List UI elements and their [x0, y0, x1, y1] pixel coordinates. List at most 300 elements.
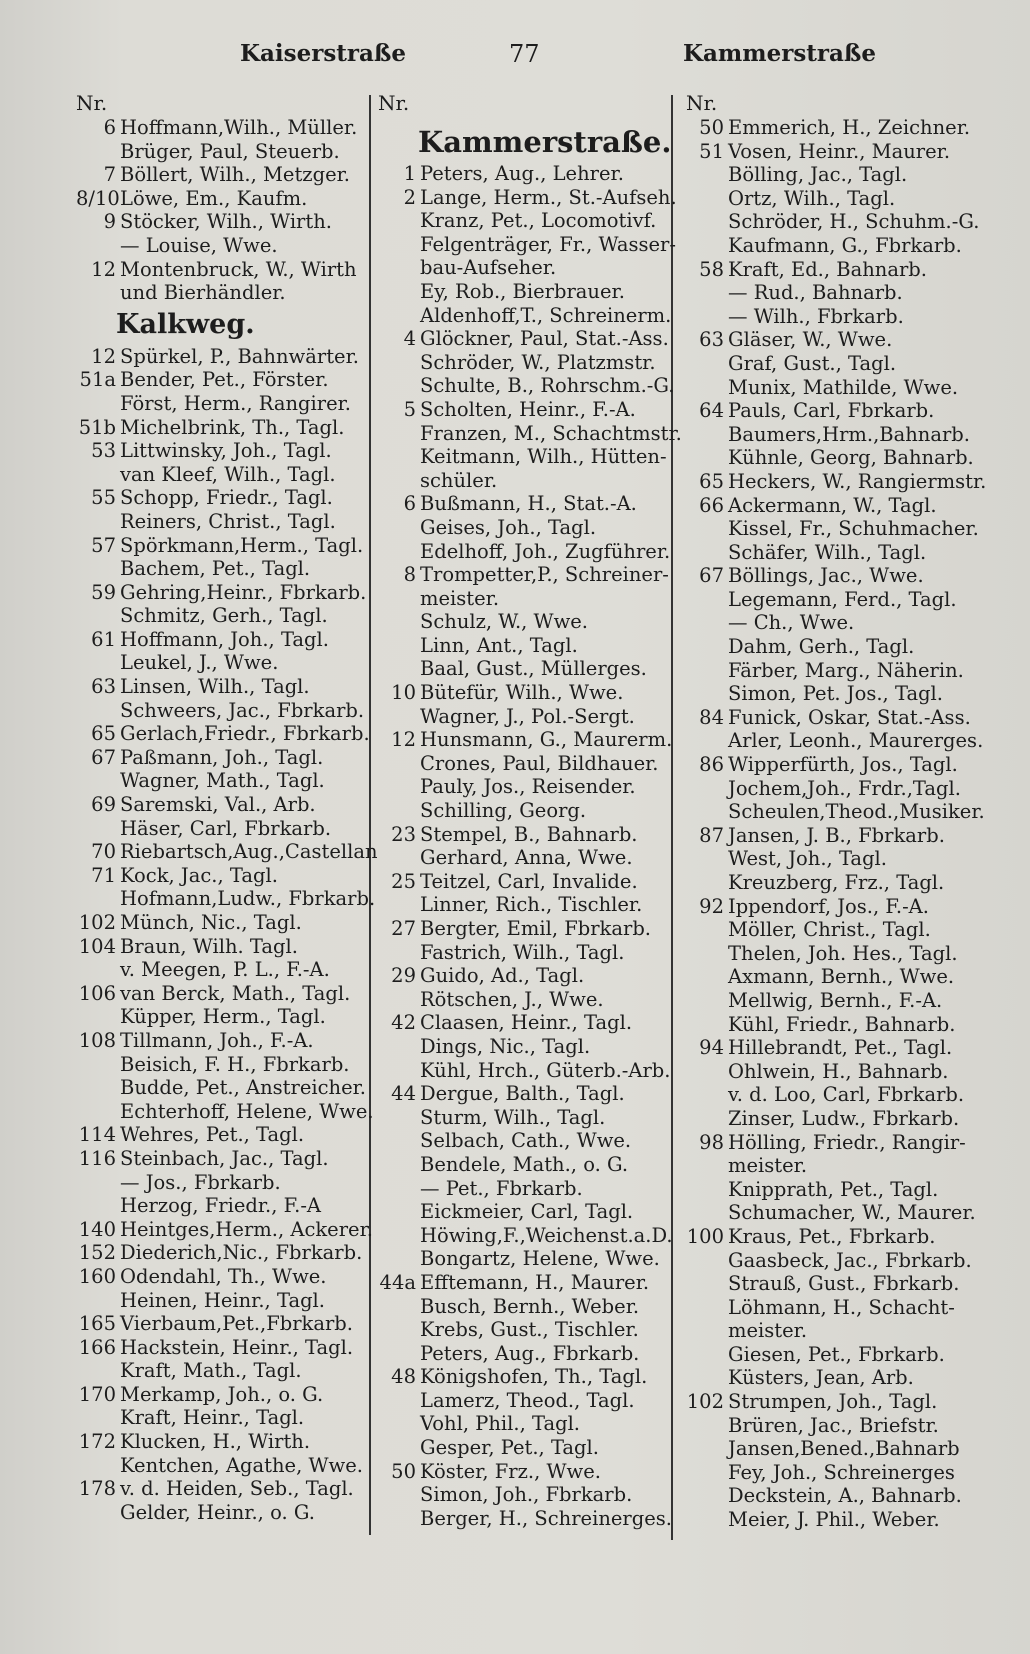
directory-entry [76, 1053, 366, 1077]
directory-entry [76, 1454, 366, 1478]
street-heading: Kammerstraße. [418, 125, 672, 159]
directory-entry [378, 1483, 668, 1507]
house-number [76, 1171, 120, 1195]
house-number: 172 [78, 1430, 116, 1454]
resident-entry: Meier, J. Phil., Weber. [728, 1508, 940, 1532]
resident-entry: Münch, Nic., Tagl. [120, 911, 302, 934]
resident-entry: Fastrich, Wilh., Tagl. [420, 940, 625, 964]
directory-entry [76, 675, 366, 699]
house-number [378, 1318, 420, 1342]
directory-entry [76, 1005, 366, 1029]
house-number [686, 1178, 728, 1202]
house-number [686, 989, 728, 1013]
resident-entry: Geises, Joh., Tagl. [420, 515, 597, 539]
directory-entry [76, 1076, 366, 1100]
resident-entry: Kraft, Math., Tagl. [120, 1359, 302, 1383]
directory-entry [76, 486, 366, 510]
directory-entry [686, 1013, 986, 1037]
house-number [76, 604, 120, 628]
house-number: 94 [699, 1036, 724, 1060]
directory-entry [378, 563, 668, 587]
house-number [76, 1359, 120, 1383]
house-number [686, 1083, 728, 1107]
resident-entry: Deckstein, A., Bahnarb. [728, 1484, 962, 1508]
house-number: 69 [91, 793, 116, 817]
resident-entry: Efftemann, H., Maurer. [420, 1270, 650, 1294]
directory-entry [686, 1036, 986, 1060]
house-number [686, 682, 728, 706]
resident-entry: Braun, Wilh. Tagl. [120, 934, 298, 958]
directory-entry [76, 581, 366, 605]
house-number [76, 1194, 120, 1218]
house-number: 140 [78, 1217, 116, 1241]
resident-entry: Vierbaum,Pet.,Fbrkarb. [120, 1312, 353, 1336]
resident-entry: Reiners, Christ., Tagl. [120, 509, 336, 533]
directory-entry [378, 610, 668, 634]
directory-entry [686, 1461, 986, 1485]
directory-entry [76, 116, 366, 140]
house-number: 165 [78, 1312, 116, 1336]
resident-entry: Ackermann, W., Tagl. [728, 493, 937, 517]
directory-entry [686, 1060, 986, 1084]
resident-entry: Rötschen, J., Wwe. [420, 987, 604, 1011]
house-number: 7 [103, 163, 116, 187]
resident-entry: Stöcker, Wilh., Wirth. [120, 210, 332, 234]
directory-entry [76, 887, 376, 911]
house-number [76, 557, 120, 581]
directory-entry [686, 376, 986, 400]
directory-entry [686, 163, 986, 187]
house-number [76, 281, 120, 305]
directory-entry [76, 557, 366, 581]
house-number [686, 1201, 728, 1225]
resident-entry: Kraft, Heinr., Tagl. [120, 1406, 305, 1430]
resident-entry: Gerlach,Friedr., Fbrkarb. [120, 722, 370, 746]
directory-entry [686, 824, 986, 848]
house-number: 5 [403, 397, 416, 421]
directory-entry [378, 162, 668, 186]
resident-entry: Wehres, Pet., Tagl. [120, 1123, 305, 1147]
directory-entry [76, 1289, 366, 1313]
resident-entry: Kaufmann, G., Fbrkarb. [728, 233, 962, 257]
resident-entry: Zinser, Ludw., Fbrkarb. [728, 1106, 960, 1130]
resident-entry: Möller, Christ., Tagl. [728, 918, 931, 942]
running-header-right: Kammerstraße [683, 40, 877, 67]
directory-entry [378, 1106, 668, 1130]
house-number [686, 1508, 728, 1532]
house-number [378, 705, 420, 729]
house-number [686, 423, 728, 447]
directory-entry [378, 1295, 668, 1319]
directory-entry [76, 1430, 366, 1454]
directory-entry [378, 752, 668, 776]
house-number [378, 469, 420, 493]
house-number: 1 [403, 162, 416, 185]
directory-entry [686, 446, 986, 470]
directory-entry [378, 1129, 668, 1153]
resident-entry: meister. [728, 1154, 808, 1178]
directory-entry [76, 1029, 366, 1053]
directory-entry [378, 587, 668, 611]
house-number: 8/10 [76, 186, 120, 210]
house-number [378, 1412, 420, 1436]
house-number [378, 1247, 420, 1271]
resident-entry: Schopp, Friedr., Tagl. [120, 486, 333, 510]
house-number [378, 1129, 420, 1153]
house-number [686, 611, 728, 635]
house-number [686, 446, 728, 470]
directory-entry [378, 917, 668, 941]
house-number [76, 887, 120, 911]
directory-entry [378, 1082, 668, 1106]
directory-entry [686, 470, 986, 494]
directory-entry [76, 1501, 366, 1525]
resident-entry: Knipprath, Pet., Tagl. [728, 1177, 939, 1201]
house-number [686, 1154, 728, 1178]
house-number [686, 517, 728, 541]
resident-entry: Peters, Aug., Fbrkarb. [420, 1341, 640, 1365]
house-number [378, 587, 420, 611]
resident-entry: Bölling, Jac., Tagl. [728, 163, 908, 187]
resident-entry: Linsen, Wilh., Tagl. [120, 675, 310, 699]
directory-entry [378, 1177, 668, 1201]
directory-entry [686, 1154, 986, 1178]
resident-entry: Jansen,Bened.,Bahnarb [728, 1437, 960, 1461]
resident-entry: Klucken, H., Wirth. [120, 1430, 311, 1454]
house-number [686, 1484, 728, 1508]
resident-entry: Bender, Pet., Förster. [120, 368, 329, 392]
house-number: 166 [78, 1335, 116, 1359]
directory-entry [686, 423, 986, 447]
resident-entry: — Rud., Bahnarb. [728, 281, 903, 305]
house-number: 65 [699, 469, 724, 493]
directory-entry [686, 1225, 986, 1249]
resident-entry: Först, Herm., Rangirer. [120, 391, 351, 415]
directory-entry [76, 1217, 373, 1242]
resident-entry: Schumacher, W., Maurer. [728, 1201, 976, 1225]
house-number [686, 352, 728, 376]
directory-entry [378, 705, 668, 729]
house-number [686, 918, 728, 942]
directory-entry [686, 1131, 986, 1155]
directory-entry [378, 964, 668, 988]
street-heading: Kalkweg. [116, 308, 255, 340]
house-number: 59 [91, 580, 116, 604]
house-number [378, 1035, 420, 1059]
directory-entry [76, 1241, 366, 1265]
house-number: 25 [391, 869, 416, 893]
resident-entry: Küsters, Jean, Arb. [728, 1366, 914, 1390]
house-number [378, 752, 420, 776]
resident-entry: Fey, Joh., Schreinerges [728, 1460, 955, 1484]
directory-entry [76, 1312, 366, 1336]
resident-entry: Saremski, Val., Arb. [120, 793, 316, 817]
directory-entry [76, 1359, 366, 1383]
house-number [686, 1013, 728, 1037]
house-number [76, 1406, 120, 1430]
house-number [686, 281, 728, 305]
resident-entry: Löhmann, H., Schacht- [728, 1295, 955, 1319]
house-number: 98 [699, 1130, 724, 1154]
house-number: 100 [686, 1224, 724, 1248]
house-number [378, 1483, 420, 1507]
directory-entry [76, 210, 366, 234]
house-number [76, 1053, 120, 1077]
resident-entry: Hoffmann, Joh., Tagl. [120, 627, 329, 651]
directory-entry [686, 1366, 986, 1390]
directory-entry [686, 871, 986, 895]
house-number [686, 1319, 728, 1343]
directory-entry [378, 469, 668, 493]
directory-entry [378, 1271, 668, 1295]
resident-entry: Kraft, Ed., Bahnarb. [728, 257, 927, 281]
resident-entry: Littwinsky, Joh., Tagl. [120, 439, 332, 463]
resident-entry: Mellwig, Bernh., F.-A. [728, 988, 943, 1012]
directory-entry [76, 416, 366, 440]
house-number: 114 [78, 1123, 116, 1147]
resident-entry: Vosen, Heinr., Maurer. [728, 139, 951, 163]
house-number: 108 [78, 1028, 116, 1052]
directory-entry [378, 374, 675, 398]
directory-entry [378, 823, 668, 847]
directory-entry [378, 232, 676, 257]
resident-entry: Schweers, Jac., Fbrkarb. [120, 698, 365, 722]
resident-entry: Lamerz, Theod., Tagl. [420, 1388, 635, 1412]
nr-label: Nr. [378, 91, 410, 115]
column-divider [369, 95, 371, 1535]
resident-entry: Kühnle, Georg, Bahnarb. [728, 446, 974, 470]
resident-entry: Strauß, Gust., Fbrkarb. [728, 1272, 960, 1296]
house-number: 50 [699, 116, 724, 139]
resident-entry: Löwe, Em., Kaufm. [120, 186, 308, 210]
directory-entry [76, 699, 366, 723]
directory-entry [76, 722, 370, 746]
house-number [378, 540, 420, 564]
house-number: 61 [91, 627, 116, 651]
directory-entry [686, 1437, 986, 1461]
resident-entry: Köster, Frz., Wwe. [420, 1459, 601, 1483]
directory-entry [76, 187, 366, 211]
house-number [76, 699, 120, 723]
resident-entry: — Jos., Fbrkarb. [120, 1170, 281, 1194]
resident-entry: Schulz, W., Wwe. [420, 610, 589, 634]
resident-entry: van Kleef, Wilh., Tagl. [120, 462, 336, 486]
resident-entry: Gaasbeck, Jac., Fbrkarb. [728, 1248, 972, 1272]
resident-entry: Axmann, Bernh., Wwe. [728, 965, 955, 989]
house-number [378, 775, 420, 799]
directory-entry [76, 345, 366, 369]
house-number: 71 [91, 863, 116, 887]
resident-entry: Schröder, H., Schuhm.-G. [728, 210, 980, 234]
directory-entry [76, 1336, 366, 1360]
directory-entry [76, 628, 366, 652]
house-number [686, 1296, 728, 1320]
house-number: 70 [91, 840, 116, 864]
resident-entry: Ippendorf, Jos., F.-A. [728, 894, 929, 918]
directory-entry [378, 1506, 672, 1531]
house-number: 8 [403, 563, 416, 587]
resident-entry: Häser, Carl, Fbrkarb. [120, 816, 332, 840]
resident-entry: Selbach, Cath., Wwe. [420, 1129, 632, 1153]
resident-entry: — Wilh., Fbrkarb. [728, 304, 904, 328]
house-number: 86 [699, 753, 724, 777]
resident-entry: Edelhoff, Joh., Zugführer. [420, 539, 671, 563]
resident-entry: Diederich,Nic., Fbrkarb. [120, 1241, 363, 1265]
directory-entry [686, 800, 986, 824]
house-number: 51a [79, 368, 116, 392]
house-number [76, 140, 120, 164]
resident-entry: v. Meegen, P. L., F.-A. [120, 958, 330, 982]
directory-entry [378, 1318, 668, 1342]
house-number [378, 304, 420, 328]
house-number [76, 392, 120, 416]
house-number [686, 1437, 728, 1461]
resident-entry: v. d. Loo, Carl, Fbrkarb. [728, 1083, 965, 1107]
house-number: 170 [78, 1382, 116, 1406]
running-header-left: Kaiserstraße [240, 40, 407, 67]
directory-entry [76, 935, 366, 959]
directory-entry [378, 799, 668, 823]
house-number [686, 871, 728, 895]
directory-entry [378, 657, 668, 681]
directory-entry [76, 281, 366, 305]
resident-entry: Kissel, Fr., Schuhmacher. [728, 517, 979, 541]
directory-entry [686, 281, 986, 305]
resident-entry: Hunsmann, G., Maurerm. [420, 728, 673, 752]
house-number [378, 1059, 420, 1083]
directory-entry [76, 864, 366, 888]
house-number [76, 1454, 120, 1478]
resident-entry: Leukel, J., Wwe. [120, 651, 279, 675]
house-number: 6 [103, 116, 116, 139]
nr-label: Nr. [76, 91, 108, 115]
house-number [686, 1461, 728, 1485]
resident-entry: Küpper, Herm., Tagl. [120, 1005, 326, 1029]
directory-entry [76, 1477, 366, 1501]
house-number: 10 [391, 681, 416, 705]
directory-entry [686, 494, 986, 518]
directory-entry [686, 1178, 986, 1202]
house-number [76, 1501, 120, 1525]
directory-entry [378, 1058, 671, 1083]
house-number: 57 [91, 533, 116, 557]
directory-entry [686, 706, 986, 730]
resident-entry: Michelbrink, Th., Tagl. [120, 415, 345, 439]
resident-entry: Claasen, Heinr., Tagl. [420, 1011, 633, 1035]
house-number [686, 376, 728, 400]
directory-entry [76, 463, 366, 487]
resident-entry: Steinbach, Jac., Tagl. [120, 1146, 329, 1170]
resident-entry: Kranz, Pet., Locomotivf. [420, 209, 657, 233]
directory-entry [686, 635, 986, 659]
house-number: 42 [391, 1011, 416, 1035]
directory-entry [686, 1296, 986, 1320]
directory-entry [686, 777, 986, 801]
resident-entry: Jochem,Joh., Frdr.,Tagl. [728, 776, 961, 800]
resident-entry: Trompetter,P., Schreiner- [420, 563, 669, 587]
directory-entry [686, 517, 986, 541]
directory-entry [686, 187, 986, 211]
house-number: 67 [699, 564, 724, 588]
resident-entry: Heckers, W., Rangiermstr. [728, 469, 987, 493]
house-number [378, 422, 420, 446]
resident-entry: meister. [420, 586, 500, 610]
directory-entry [378, 1365, 668, 1389]
resident-entry: Gelder, Heinr., o. G. [120, 1500, 315, 1524]
directory-entry [686, 116, 986, 140]
resident-entry: Wipperfürth, Jos., Tagl. [728, 753, 958, 777]
directory-entry [686, 234, 986, 258]
house-number [686, 1249, 728, 1273]
resident-entry: Ortz, Wilh., Tagl. [728, 186, 896, 210]
directory-entry [378, 1436, 668, 1460]
directory-entry [378, 893, 668, 917]
house-number [686, 777, 728, 801]
resident-entry: Simon, Pet. Jos., Tagl. [728, 682, 943, 706]
house-number: 50 [391, 1459, 416, 1483]
resident-entry: Sturm, Wilh., Tagl. [420, 1105, 606, 1129]
house-number: 102 [686, 1390, 724, 1414]
house-number: 58 [699, 257, 724, 281]
directory-entry [686, 399, 986, 423]
directory-entry [76, 1194, 366, 1218]
directory-entry [686, 1484, 986, 1508]
house-number: 12 [91, 257, 116, 281]
resident-entry: Dahm, Gerh., Tagl. [728, 635, 915, 659]
house-number: 106 [78, 981, 116, 1005]
house-number [76, 463, 120, 487]
directory-entry [76, 746, 366, 770]
house-number [686, 1060, 728, 1084]
directory-entry [76, 911, 366, 935]
house-number [378, 1342, 420, 1366]
resident-entry: Königshofen, Th., Tagl. [420, 1365, 648, 1389]
resident-entry: Paßmann, Joh., Tagl. [120, 745, 324, 769]
directory-entry [686, 1414, 986, 1438]
nr-label: Nr. [686, 91, 718, 115]
house-number [378, 1177, 420, 1201]
directory-entry [686, 659, 986, 683]
house-number: 9 [103, 210, 116, 234]
directory-entry [686, 588, 986, 612]
resident-entry: Felgenträger, Fr., Wasser- [420, 232, 676, 256]
resident-entry: Kentchen, Agathe, Wwe. [120, 1453, 363, 1477]
directory-entry [686, 210, 986, 234]
resident-entry: Odendahl, Th., Wwe. [120, 1264, 327, 1288]
house-number [76, 651, 120, 675]
resident-entry: Simon, Joh., Fbrkarb. [420, 1483, 633, 1507]
directory-entry [686, 1390, 986, 1414]
house-number [686, 187, 728, 211]
resident-entry: Hölling, Friedr., Rangir- [728, 1130, 966, 1154]
house-number: 64 [699, 399, 724, 423]
directory-entry [378, 1389, 668, 1413]
resident-entry: Wagner, J., Pol.-Sergt. [420, 704, 635, 728]
house-number [686, 659, 728, 683]
house-number [378, 610, 420, 634]
resident-entry: Crones, Paul, Bildhauer. [420, 751, 659, 775]
directory-entry [378, 1412, 668, 1436]
directory-entry [378, 870, 668, 894]
directory-entry [378, 185, 677, 210]
directory-entry [686, 1083, 986, 1107]
house-number [76, 817, 120, 841]
resident-entry: Guido, Ad., Tagl. [420, 964, 585, 988]
house-number: 160 [78, 1264, 116, 1288]
resident-entry: Aldenhoff,T., Schreinerm. [420, 303, 672, 327]
directory-entry [76, 234, 366, 258]
resident-entry: Spürkel, P., Bahnwärter. [120, 344, 359, 368]
